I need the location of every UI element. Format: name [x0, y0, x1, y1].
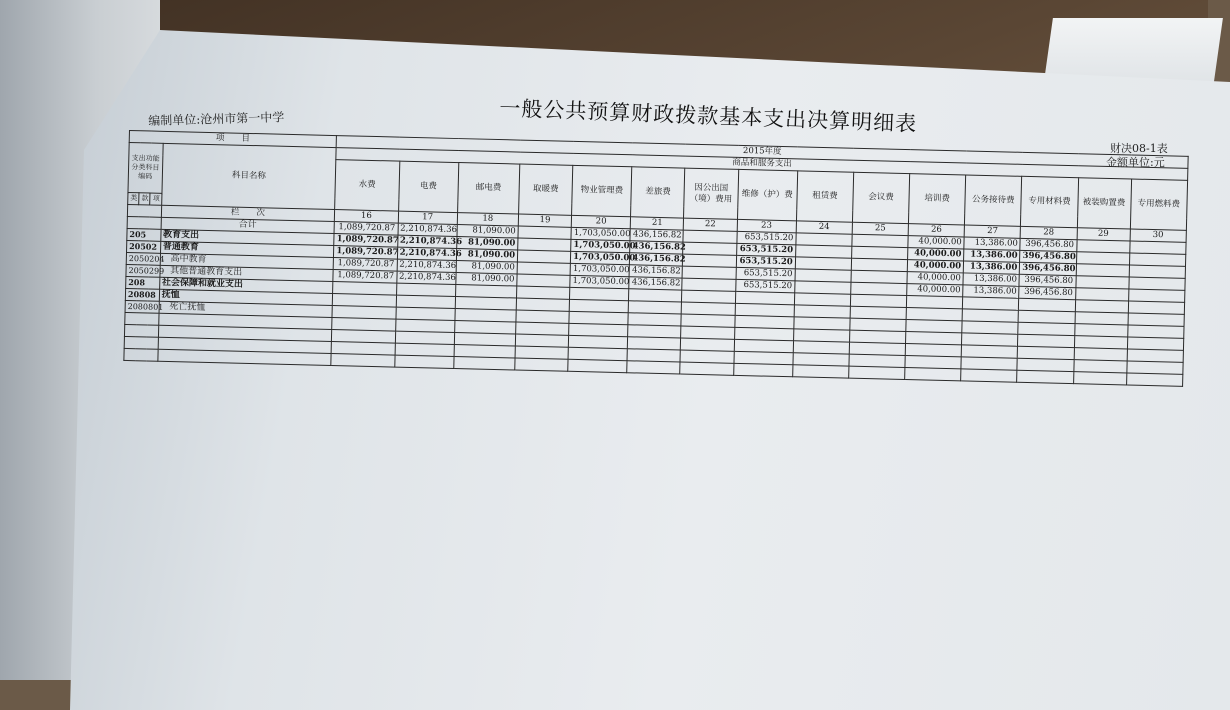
row-cell: 436,156.82	[630, 241, 683, 254]
blank-cell	[680, 362, 733, 375]
row-cell: 653,515.20	[736, 267, 795, 280]
blank-cell	[733, 363, 792, 376]
blank-cell	[125, 312, 159, 325]
row-code: 2050204	[126, 252, 160, 265]
column-header: 因公出国（境）费用	[684, 168, 738, 219]
column-number: 18	[457, 213, 519, 226]
row-code: 205	[127, 228, 161, 241]
column-number: 21	[631, 217, 684, 230]
total-cell: 2,210,874.36	[398, 223, 457, 236]
column-header: 取暖费	[519, 164, 573, 215]
column-header: 差旅费	[631, 167, 685, 218]
row-cell: 653,515.20	[736, 255, 795, 268]
row-cell: 40,000.00	[908, 248, 964, 261]
column-number: 26	[908, 224, 964, 237]
row-cell: 2,210,874.36	[397, 247, 456, 260]
row-name: 教育支出	[160, 229, 334, 245]
header-blank	[127, 204, 161, 217]
header-name: 科目名称	[161, 143, 336, 209]
column-header: 培训费	[909, 174, 966, 225]
row-cell: 1,703,050.00	[570, 275, 629, 288]
row-cell: 81,090.00	[456, 261, 518, 274]
column-header: 专用材料费	[1021, 176, 1078, 227]
row-cell: 1,089,720.87	[333, 270, 397, 284]
blank-cell	[124, 324, 158, 337]
expenditure-table	[123, 130, 1188, 387]
row-cell: 40,000.00	[907, 284, 963, 297]
form-code: 财决08-1表	[1110, 142, 1168, 155]
row-cell: 1,703,050.00	[571, 239, 630, 252]
row-cell: 81,090.00	[456, 249, 518, 262]
column-header: 维修（护）费	[737, 169, 797, 220]
row-cell: 81,090.00	[456, 273, 518, 286]
header-category: 商品和服务支出	[336, 148, 1188, 181]
row-cell: 2,210,874.36	[396, 271, 455, 284]
row-name: 抚恤	[159, 289, 333, 305]
row-cell: 396,456.80	[1019, 286, 1075, 299]
blank-cell	[394, 355, 453, 368]
row-cell: 1,089,720.87	[334, 246, 398, 260]
blank-cell	[849, 366, 905, 379]
blank-cell	[454, 357, 516, 370]
row-cell: 436,156.82	[629, 277, 682, 290]
column-number: 25	[852, 222, 908, 235]
row-cell: 1,703,050.00	[571, 251, 630, 264]
total-cell: 1,703,050.00	[571, 227, 630, 240]
column-header: 公务接待费	[965, 175, 1022, 226]
row-code: 2080801	[125, 300, 159, 313]
currency-unit: 金额单位:元	[1106, 156, 1165, 169]
header-xiang: 项	[150, 193, 162, 205]
column-number: 29	[1077, 228, 1130, 241]
column-header: 水费	[335, 160, 399, 212]
column-header: 电费	[398, 161, 458, 212]
blank-cell	[1073, 372, 1126, 385]
blank-cell	[792, 365, 848, 378]
header-item: 项 目	[129, 131, 336, 148]
column-number: 22	[684, 218, 737, 231]
blank-cell	[1126, 373, 1183, 386]
column-number: 24	[796, 221, 852, 234]
row-cell: 436,156.82	[630, 253, 683, 266]
column-number: 19	[518, 214, 571, 227]
row-name: 社会保障和就业支出	[159, 277, 333, 293]
total-cell: 436,156.82	[630, 229, 683, 242]
total-cell: 396,456.80	[1020, 238, 1076, 251]
blank-cell	[961, 369, 1017, 382]
row-cell: 13,386.00	[963, 285, 1019, 298]
header-year: 2015年度	[336, 136, 1188, 169]
blank-cell	[515, 358, 568, 371]
total-cell: 13,386.00	[964, 237, 1020, 250]
blank-cell	[331, 354, 395, 368]
blank-cell	[124, 348, 158, 361]
row-cell: 2,210,874.36	[397, 259, 456, 272]
document-title: 一般公共预算财政拨款基本支出决算明细表	[498, 95, 918, 137]
row-name: 普通教育	[160, 241, 334, 257]
header-lei: 类	[128, 192, 140, 204]
row-name: 死亡抚恤	[159, 301, 333, 317]
row-cell: 1,089,720.87	[333, 258, 397, 272]
row-cell: 13,386.00	[963, 261, 1019, 274]
blank-cell	[627, 361, 680, 374]
column-header: 会议费	[852, 172, 909, 223]
row-cell: 1,089,720.87	[334, 234, 398, 248]
row-cell: 653,515.20	[735, 279, 794, 292]
row-cell: 396,456.80	[1020, 262, 1076, 275]
column-number: 28	[1021, 226, 1077, 239]
row-cell: 653,515.20	[736, 243, 795, 256]
total-cell: 40,000.00	[908, 236, 964, 249]
column-number: 20	[571, 215, 630, 228]
total-cell: 1,089,720.87	[334, 222, 398, 236]
column-number: 30	[1130, 229, 1187, 242]
header-kuan: 款	[139, 193, 151, 205]
row-cell: 1,703,050.00	[570, 263, 629, 276]
column-number: 17	[398, 211, 457, 224]
column-header: 物业管理费	[572, 165, 632, 216]
row-cell: 40,000.00	[907, 260, 963, 273]
row-code: 20808	[125, 288, 159, 301]
reporting-unit: 编制单位:沧州市第一中学	[148, 110, 285, 128]
row-cell: 2,210,874.36	[397, 235, 456, 248]
total-label: 合计	[161, 217, 335, 233]
column-header: 专用燃料费	[1130, 179, 1188, 230]
total-cell: 653,515.20	[736, 231, 795, 244]
row-code: 20502	[127, 240, 161, 253]
row-cell: 81,090.00	[456, 237, 518, 250]
blank-cell	[124, 336, 158, 349]
blank-cell	[568, 359, 627, 372]
row-code: 2050299	[126, 264, 160, 277]
total-blank	[127, 216, 161, 229]
header-classification: 支出功能分类科目编码	[128, 143, 163, 194]
row-name: 高中教育	[160, 253, 334, 269]
column-header: 被装购置费	[1077, 178, 1131, 229]
row-cell: 40,000.00	[907, 272, 963, 285]
row-cell: 396,456.80	[1020, 250, 1076, 263]
column-header: 邮电费	[457, 163, 519, 214]
column-number: 23	[737, 219, 796, 232]
column-header: 租赁费	[796, 171, 853, 222]
row-cell: 436,156.82	[629, 265, 682, 278]
total-cell: 81,090.00	[457, 225, 519, 238]
header-lanci: 栏 次	[161, 205, 335, 221]
column-number: 27	[964, 225, 1020, 238]
row-cell: 13,386.00	[963, 273, 1019, 286]
blank-cell	[1017, 370, 1073, 383]
row-cell: 13,386.00	[964, 249, 1020, 262]
row-name: 其他普通教育支出	[160, 265, 334, 281]
row-code: 208	[126, 276, 160, 289]
row-cell: 396,456.80	[1019, 274, 1075, 287]
column-number: 16	[335, 210, 399, 224]
blank-cell	[905, 368, 961, 381]
expenditure-table-wrapper	[123, 130, 1188, 387]
